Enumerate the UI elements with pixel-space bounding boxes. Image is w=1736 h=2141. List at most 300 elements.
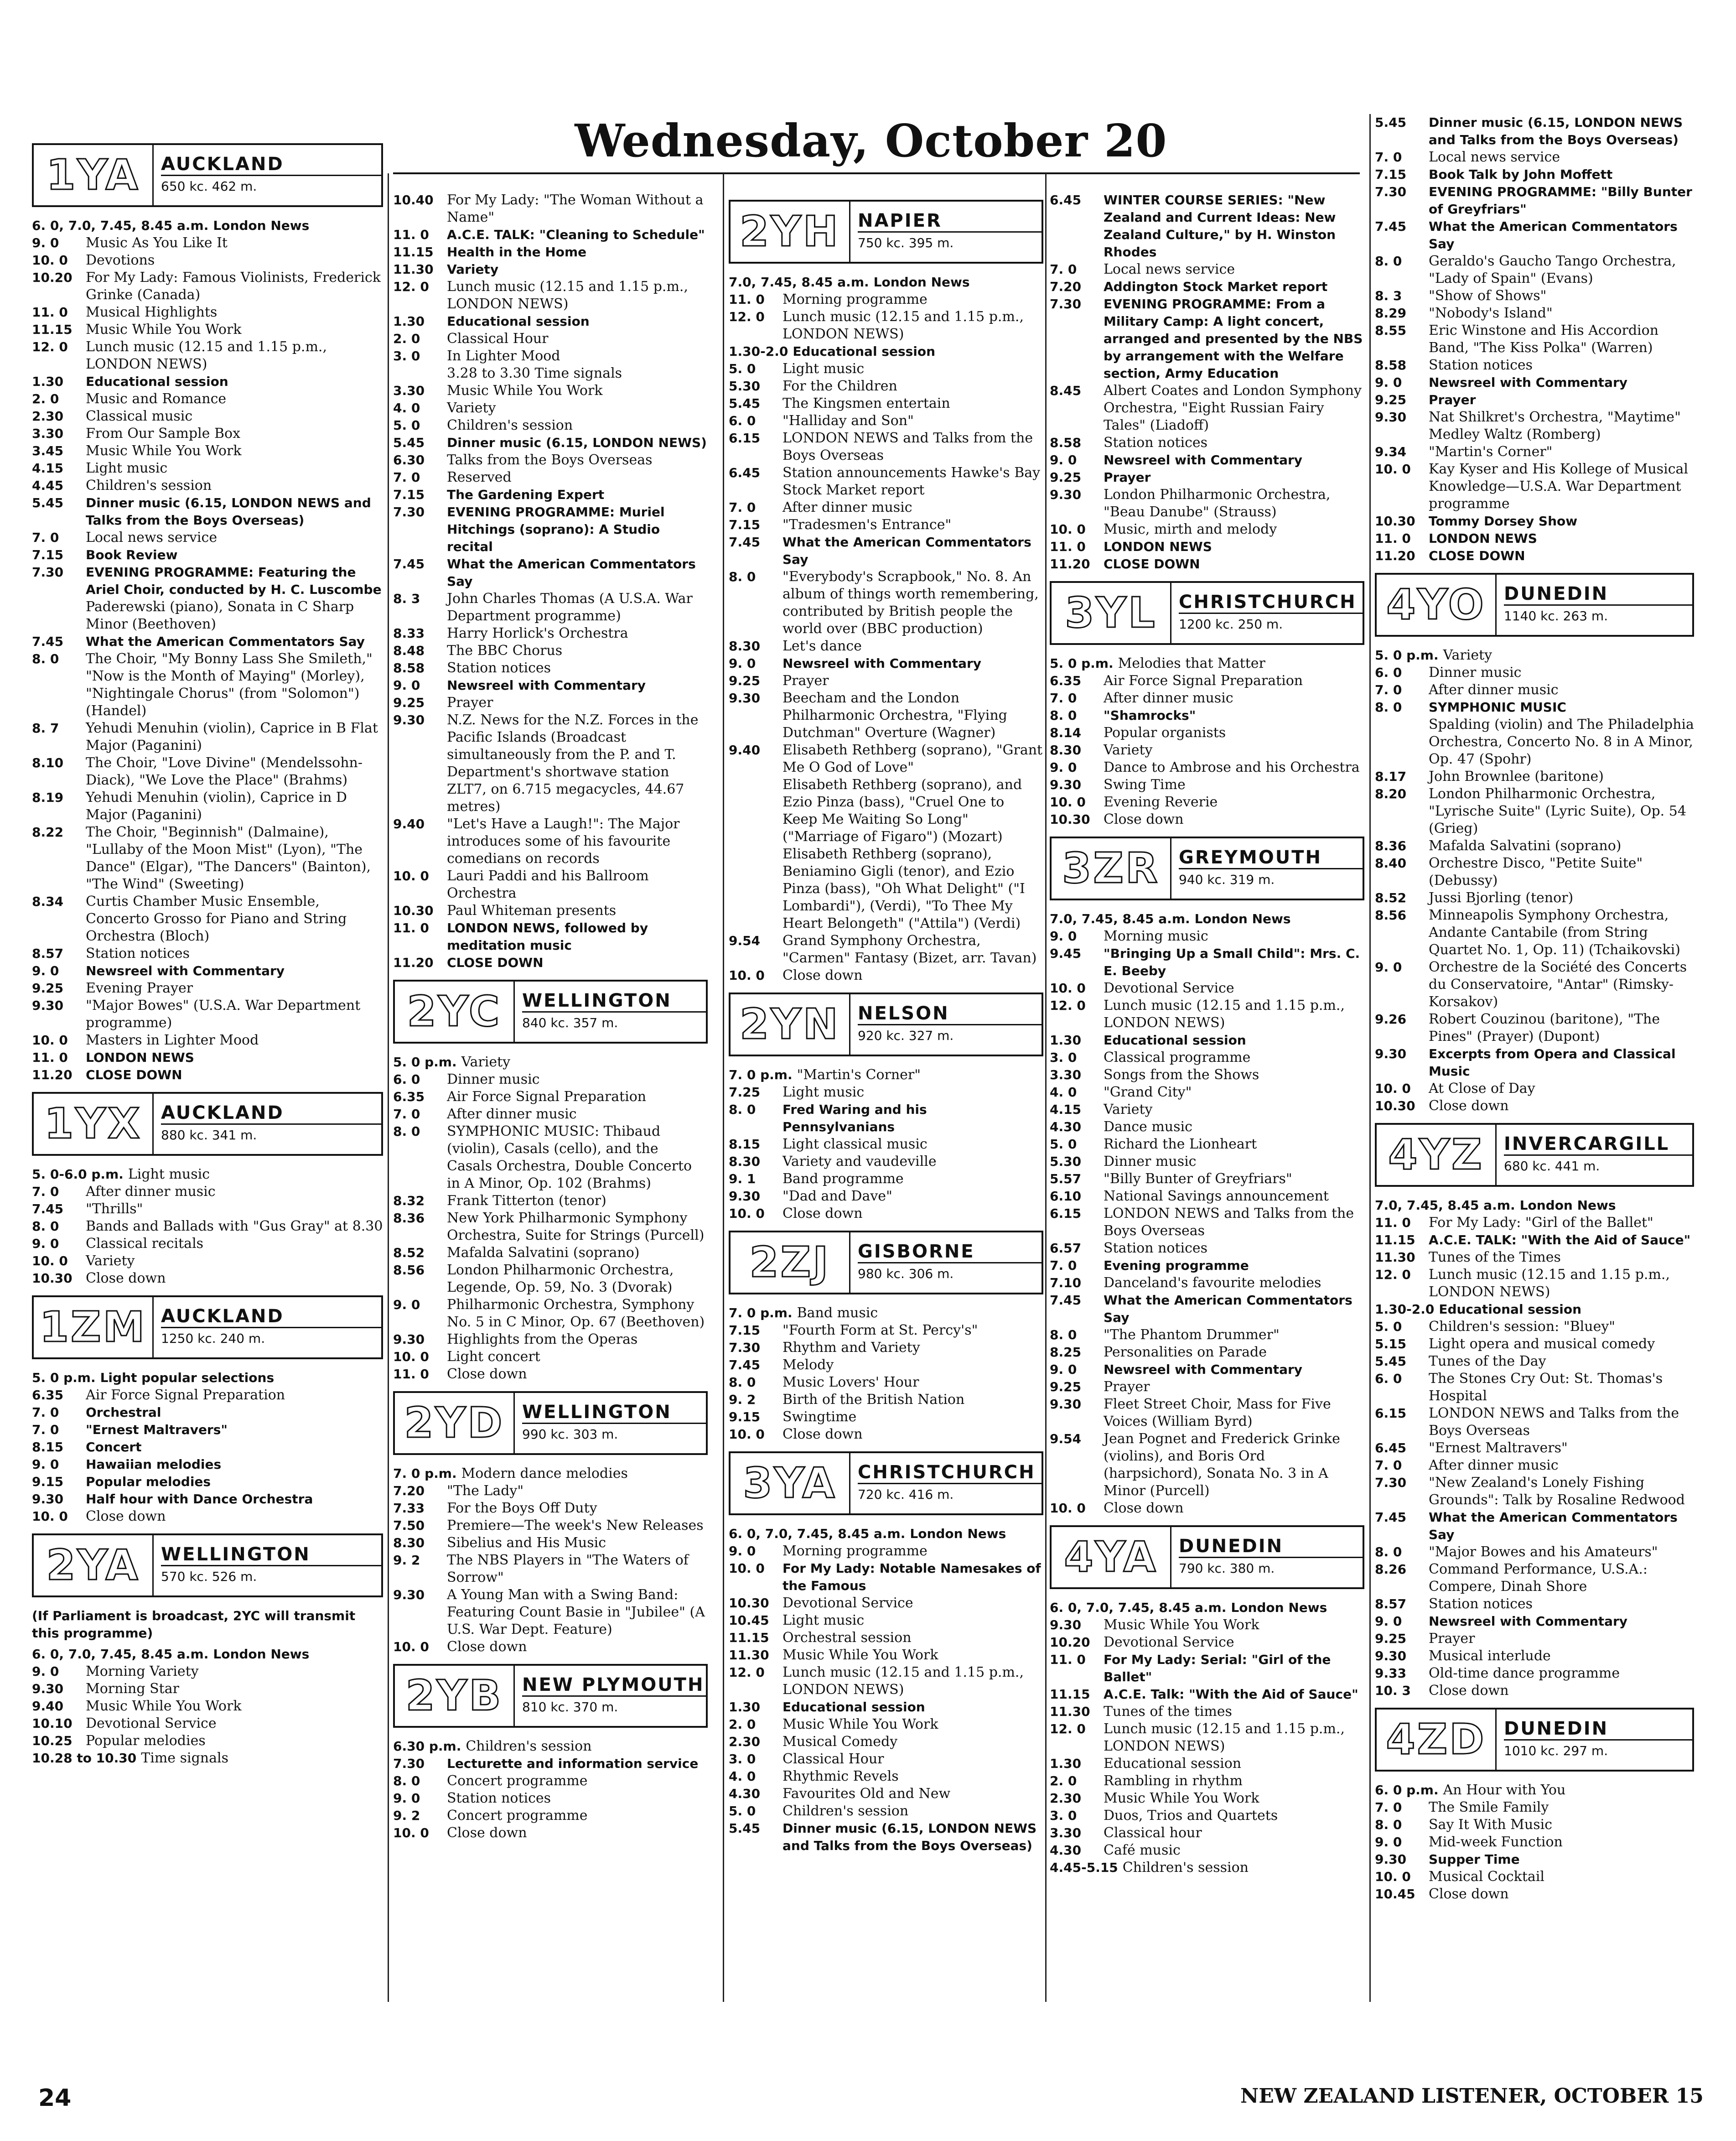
programme-description: Minneapolis Symphony Orchestra, Andante Cantabile (from String Quartet No. 1, Op. 11) (Tchaikovski) [1429,907,1680,958]
programme-description: Fred Waring and his Pennsylvanians [782,1102,927,1134]
programme-item [1375,907,1694,959]
programme-time: 10. 0 [1375,462,1411,477]
programme-item [393,1772,708,1790]
programme-item [393,330,708,348]
programme-time: 9.25 [1375,1631,1407,1646]
programme-description: Close down [1429,1683,1509,1699]
programme-time: 7.0, 7.45, 8.45 a.m. [729,275,869,290]
programme-description: Music While You Work [86,1698,242,1714]
programme-item [729,1136,1043,1153]
programme-item [393,382,708,400]
programme-item [729,1716,1043,1733]
programme-item [32,1252,383,1270]
programme-time: 11.15 [1050,1687,1090,1702]
programme-item [1375,785,1694,837]
programme-item [1050,1101,1364,1118]
programme-description: Command Performance, U.S.A.: Compere, Dinah Shore [1429,1561,1648,1595]
programme-time: 9.30 [32,998,64,1013]
programme-description: Morning Variety [86,1663,199,1679]
programme-time: 11.20 [1375,548,1415,563]
programme-time: 7. 0 p.m. [729,1067,793,1082]
programme-time: 1.30-2.0 [729,344,788,359]
programme-time: 1.30 [393,314,425,329]
programme-item [1375,1474,1694,1509]
programme-item [1050,1500,1364,1517]
programme-item [32,494,383,529]
programme-description: Addington Stock Market report [1104,279,1328,294]
programme-description: Kay Kyser and His Kollege of Musical Knowledge—U.S.A. War Department programme [1429,461,1689,512]
programme-time: 9. 0 [32,963,59,978]
programme-description: London Philharmonic Orchestra, "Beau Danube" (Strauss) [1104,487,1331,520]
programme-item [729,1803,1043,1820]
programme-description: What the American Commentators Say [447,556,696,589]
programme-item [32,529,383,546]
programme-time: 8.19 [32,790,64,805]
programme-time: 10.20 [32,270,73,285]
programme-item [729,360,1043,378]
programme-time: 6. 0 [1375,1371,1402,1386]
programme-item [1050,1599,1364,1616]
programme-time: 6.30 [393,452,425,468]
programme-item [1050,724,1364,742]
programme-description: National Savings announcement [1104,1188,1329,1204]
programme-description: "The Phantom Drummer" [1104,1327,1280,1343]
programme-description: Classical recitals [86,1236,204,1252]
programme-description: Rhythm and Variety [782,1340,920,1356]
programme-description: LONDON NEWS [1104,539,1212,554]
programme-item [1050,556,1364,573]
programme-item [1375,1405,1694,1439]
programme-item [1050,690,1364,707]
programme-note: (If Parliament is broadcast, 2YC will transmit this programme) [32,1608,356,1641]
programme-item [1375,1336,1694,1353]
programme-time: 7. 0 [1050,691,1077,706]
programme-item [32,338,383,373]
programme-item [393,434,708,452]
station-info [515,1666,706,1726]
programme-item [729,1785,1043,1803]
programme-item [1050,1326,1364,1344]
station-info [515,1393,706,1453]
programme-description: Light opera and musical comedy [1429,1336,1655,1352]
programme-description: Melody [782,1357,834,1373]
programme-description: Music and Romance [86,391,227,407]
programme-time: 8.25 [1050,1345,1082,1360]
programme-time: 7.15 [729,1323,761,1338]
programme-description: "Grand City" [1104,1084,1192,1100]
programme-item [1375,1886,1694,1903]
programme-time: 7.15 [32,547,64,562]
programme-description: Classical Hour [782,1751,884,1767]
programme-time: 7.15 [393,487,425,502]
programme-time: 9.30 [729,691,761,706]
programme-description: Musical Comedy [782,1734,898,1750]
programme-time: 2. 0 [393,331,420,346]
programme-item [1375,166,1694,183]
programme-description: For My Lady: "The Woman Without a Name" [447,192,704,225]
programme-description: Devotions [86,252,155,268]
programme-description: Prayer [1429,1631,1475,1647]
programme-description: "Billy Bunter of Greyfriars" [1104,1171,1292,1187]
programme-description: London Philharmonic Orchestra, "Lyrische Suite" (Lyric Suite), Op. 54 (Grieg) [1429,786,1686,837]
station-frequency: 990 kc. 303 m. [522,1426,618,1442]
programme-time: 9.30 [393,712,425,728]
programme-description: CLOSE DOWN [1429,548,1525,563]
programme-item [1375,647,1694,664]
programme-time: 7.45 [393,556,425,572]
station-city: AUCKLAND [161,156,381,176]
programme-description: Variety [461,1054,511,1070]
programme-description: Morning Star [86,1681,179,1697]
programme-description: Yehudi Menuhin (violin), Caprice in D Major (Paganini) [86,790,347,823]
programme-item [393,920,708,954]
programme-description: Melodies that Matter [1118,655,1265,671]
programme-item [1375,837,1694,855]
programme-time: 7.30 [1375,1475,1407,1490]
programme-item [729,1101,1043,1136]
programme-time: 12. 0 [393,279,429,294]
programme-item [1050,672,1364,690]
programme-description: EVENING PROGRAMME: "Billy Bunter of Greyfriars" [1429,184,1692,217]
programme-item [393,1348,708,1366]
programme-item [1375,768,1694,785]
programme-item [1375,218,1694,253]
programme-item [393,1586,708,1638]
programme-description: For the Children [782,378,897,394]
programme-item [393,902,708,920]
programme-time: 9. 2 [729,1392,756,1407]
programme-time: 6.15 [1375,1406,1407,1421]
programme-item [393,694,708,712]
programme-item [32,1663,383,1680]
programme-item [1050,1755,1364,1772]
programme-item [729,638,1043,655]
programme-description: Eric Winstone and His Accordion Band, "The Kiss Polka" (Warren) [1429,322,1659,356]
programme-time: 11.30 [1375,1250,1415,1265]
programme-time: 2.30 [1050,1791,1082,1806]
programme-description: Reserved [447,469,512,485]
programme-description: After dinner music [447,1106,577,1122]
programme-time: 8. 0 [1375,1817,1402,1832]
programme-time: 9.30 [32,1681,64,1696]
programme-description: Half hour with Dance Orchestra [86,1491,313,1507]
programme-description: Air Force Signal Preparation [1104,673,1303,689]
programme-description: Lauri Paddi and his Ballroom Orchestra [447,868,649,901]
programme-description: Popular melodies [86,1733,206,1749]
programme-time: 8.34 [32,894,64,909]
programme-item [32,321,383,338]
programme-description: Lunch music (12.15 and 1.15 p.m., LONDON NEWS) [447,279,688,312]
programme-time: 7.30 [1050,296,1082,312]
programme-item [1375,1851,1694,1868]
programme-time: 9.25 [1050,1379,1082,1394]
programme-time: 7.0, 7.45, 8.45 a.m. [1375,1198,1515,1213]
programme-time: 7.20 [393,1483,425,1498]
programme-description: Station notices [1429,1596,1533,1612]
programme-description: EVENING PROGRAMME: Featuring the Ariel Choir, conducted by H. C. Luscombe [86,565,382,597]
programme-item [32,477,383,494]
programme-item [1050,486,1364,521]
programme-item [1375,1080,1694,1097]
station-call-sign: 1YA [34,145,154,205]
programme-description: Station notices [1104,435,1208,451]
station-call-sign: 2YH [731,202,850,262]
programme-description: Close down [1104,811,1184,827]
station-frequency: 1250 kc. 240 m. [161,1330,265,1346]
programme-item [32,1473,383,1491]
programme-time: 10. 0 [1050,522,1086,537]
programme-item [393,278,708,313]
programme-time: 5. 0 [393,418,420,433]
station-header [729,1451,1043,1515]
programme-time: 4. 0 [1050,1085,1077,1100]
programme-description: Orchestral [86,1405,161,1420]
programme-item [32,546,383,564]
programme-time: 9.30 [729,1189,761,1204]
programme-item [1375,1045,1694,1080]
programme-item [393,1366,708,1383]
programme-time: 7. 0 p.m. [393,1466,457,1481]
programme-time: 8. 0 [32,1219,59,1234]
programme-item [1375,1249,1694,1266]
programme-item [1375,855,1694,889]
station-call-sign: 1ZM [34,1297,154,1357]
station-city: CHRISTCHURCH [1179,593,1363,614]
programme-item [729,1733,1043,1751]
programme-time: 8.29 [1375,306,1407,321]
programme-time: 9.26 [1375,1012,1407,1027]
programme-item [1375,1868,1694,1886]
programme-description: CLOSE DOWN [1104,556,1200,572]
programme-time: 11. 0 [393,227,429,242]
programme-description: Children's session [447,417,573,433]
station-header [32,1533,383,1597]
station-header [32,1295,383,1359]
programme-item [1375,699,1694,716]
programme-time: 7.0, 7.45, 8.45 a.m. [1050,911,1190,926]
programme-description: The Smile Family [1429,1799,1549,1815]
programme-time: 5. 0 [1375,1319,1402,1334]
programme-item [32,425,383,442]
programme-item [32,1032,383,1049]
programme-time [32,598,86,633]
station-frequency: 1140 kc. 263 m. [1504,608,1608,624]
programme-item [393,1807,708,1824]
programme-time: 9. 0 [729,656,756,671]
programme-item [393,1331,708,1348]
programme-item [1050,1049,1364,1066]
programme-description: Classical music [86,408,193,424]
programme-description: Robert Couzinou (baritone), "The Pines" (Prayer) (Dupont) [1429,1011,1660,1045]
programme-item [729,534,1043,568]
programme-description: Prayer [782,673,829,689]
programme-item [1375,391,1694,409]
programme-item [729,1356,1043,1374]
programme-description: Tunes of the Times [1429,1249,1561,1265]
programme-time: 2. 0 [32,391,59,406]
station-info [850,1232,1042,1293]
programme-item [393,660,708,677]
station-frequency: 1200 kc. 250 m. [1179,616,1283,632]
programme-description: Lunch music (12.15 and 1.15 p.m., LONDON NEWS) [86,339,327,372]
programme-item [729,1170,1043,1188]
programme-time: 11.20 [32,1067,73,1082]
programme-item [1375,1214,1694,1232]
station-header [729,200,1043,264]
programme-time: 10. 0 [729,968,765,983]
programme-item [1375,1318,1694,1336]
programme-item [729,672,1043,690]
programme-item [1375,1816,1694,1834]
programme-description: Music Lovers' Hour [782,1374,919,1390]
programme-description: Local news service [86,530,218,546]
programme-time: 9. 0 [32,1236,59,1251]
programme-time: 11. 0 [729,292,765,307]
programme-description: Music While You Work [782,1716,938,1732]
programme-item [393,348,708,365]
programme-description: Beecham and the London Philharmonic Orchestra, "Flying Dutchman" Overture (Wagner) [782,690,1007,741]
programme-item [393,1192,708,1210]
programme-time: 11.20 [393,955,434,970]
programme-time: 4.30 [1050,1843,1082,1858]
programme-description: Premiere—The week's New Releases [447,1517,704,1533]
programme-item [729,464,1043,499]
programme-description: Variety [86,1253,135,1269]
programme-time: 9.54 [1050,1431,1082,1446]
programme-description: Mafalda Salvatini (soprano) [1429,838,1622,854]
programme-time: 8.22 [32,825,64,840]
programme-item [1050,1651,1364,1686]
programme-description: Health in the Home [447,244,587,260]
programme-item [1050,1842,1364,1859]
programme-description: An Hour with You [1443,1782,1566,1798]
programme-description: Let's dance [782,638,862,654]
programme-time: 2. 0 [729,1717,756,1732]
programme-description: From Our Sample Box [86,426,240,442]
programme-time: 5. 0 p.m. [1375,648,1439,663]
programme-description: Bands and Ballads with "Gus Gray" at 8.30 [86,1218,383,1234]
programme-item [1050,1205,1364,1240]
programme-time: 4. 0 [393,400,420,416]
programme-time: 5.30 [1050,1154,1082,1169]
station-frequency: 880 kc. 341 m. [161,1127,257,1143]
programme-description: The Gardening Expert [447,487,605,502]
station-header [1375,1123,1694,1187]
programme-time: 8.10 [32,755,64,770]
programme-time: 10.25 [32,1733,73,1748]
programme-time: 10.10 [32,1716,73,1731]
station-city: NEW PLYMOUTH [522,1676,706,1697]
programme-time [729,776,782,846]
programme-description: Mid-week Function [1429,1834,1563,1850]
programme-item [393,590,708,625]
programme-item [1375,681,1694,699]
programme-item [32,1235,383,1252]
programme-time: 8.58 [393,660,425,676]
programme-time: 8. 0 [729,1375,756,1390]
programme-time: 10.45 [1375,1886,1415,1902]
programme-description: A.C.E. Talk: "With the Aid of Sauce" [1104,1687,1358,1702]
programme-item [32,1750,383,1767]
programme-description: Close down [86,1508,166,1524]
programme-description: "The Lady" [447,1483,524,1499]
programme-time: 8.33 [393,626,425,641]
programme-description: Dinner music (6.15, LONDON NEWS) [447,435,707,450]
programme-item [393,868,708,902]
station-header [1050,837,1364,900]
programme-time: 9.25 [729,673,761,688]
programme-time: 9. 0 [32,1664,59,1679]
programme-description: "Martin's Corner" [1429,444,1553,460]
programme-item [1050,1240,1364,1257]
programme-description: Swing Time [1104,777,1186,793]
programme-description: For My Lady: "Girl of the Ballet" [1429,1215,1653,1231]
station-header [393,980,708,1044]
programme-time: 8.30 [393,1535,425,1550]
programme-item [1375,409,1694,443]
programme-item [1050,521,1364,538]
programme-item [1375,183,1694,218]
programme-time: 9.30 [393,1587,425,1602]
programme-description: SYMPHONIC MUSIC [1429,700,1566,715]
programme-item [729,967,1043,984]
programme-time: 9.30 [1375,1046,1407,1061]
programme-item [1375,1509,1694,1543]
programme-item [729,742,1043,776]
programme-item [729,1525,1043,1543]
programme-time: 5. 0 [1050,1137,1077,1152]
programme-description: Dinner music (6.15, LONDON NEWS and Talks from the Boys Overseas) [782,1821,1037,1853]
programme-description: What the American Commentators Say [86,634,365,649]
programme-time: 7.33 [393,1501,425,1516]
listings-column-5 [1375,114,1694,1984]
programme-description: Classical hour [1104,1825,1202,1841]
programme-time: 11. 0 [32,1050,68,1065]
programme-description: What the American Commentators Say [1429,219,1678,251]
programme-item [1050,1274,1364,1292]
programme-time: 9.40 [32,1699,64,1714]
programme-item [729,395,1043,412]
station-info [1497,575,1692,635]
programme-description: Children's session [466,1738,592,1754]
programme-item [1375,1097,1694,1115]
programme-item [729,1543,1043,1560]
title-rule [393,172,1360,174]
programme-description: "New Zealand's Lonely Fishing Grounds": Talk by Rosaline Redwood [1429,1475,1685,1508]
programme-item [729,308,1043,343]
programme-item [729,1339,1043,1356]
programme-description: Harry Horlick's Orchestra [447,625,628,641]
programme-description: "Tradesmen's Entrance" [782,517,952,533]
programme-item [1050,980,1364,997]
programme-item [729,1408,1043,1426]
programme-time: 11. 0 [1375,531,1411,546]
programme-item [393,1755,708,1772]
programme-description: Children's session [1122,1860,1249,1876]
programme-description: Classical programme [1104,1050,1251,1065]
programme-description: Educational session [1104,1756,1242,1772]
programme-item [32,893,383,945]
programme-description: Rhythmic Revels [782,1768,899,1784]
programme-description: Tunes of the times [1104,1704,1232,1720]
programme-time: 10. 0 [393,1349,429,1364]
programme-description: Concert [86,1439,142,1455]
programme-description: Jussi Bjorling (tenor) [1429,890,1574,906]
programme-item [1050,1616,1364,1634]
station-info [154,1094,381,1154]
programme-time: 10. 0 [32,1033,68,1048]
programme-description: Morning programme [782,291,928,307]
